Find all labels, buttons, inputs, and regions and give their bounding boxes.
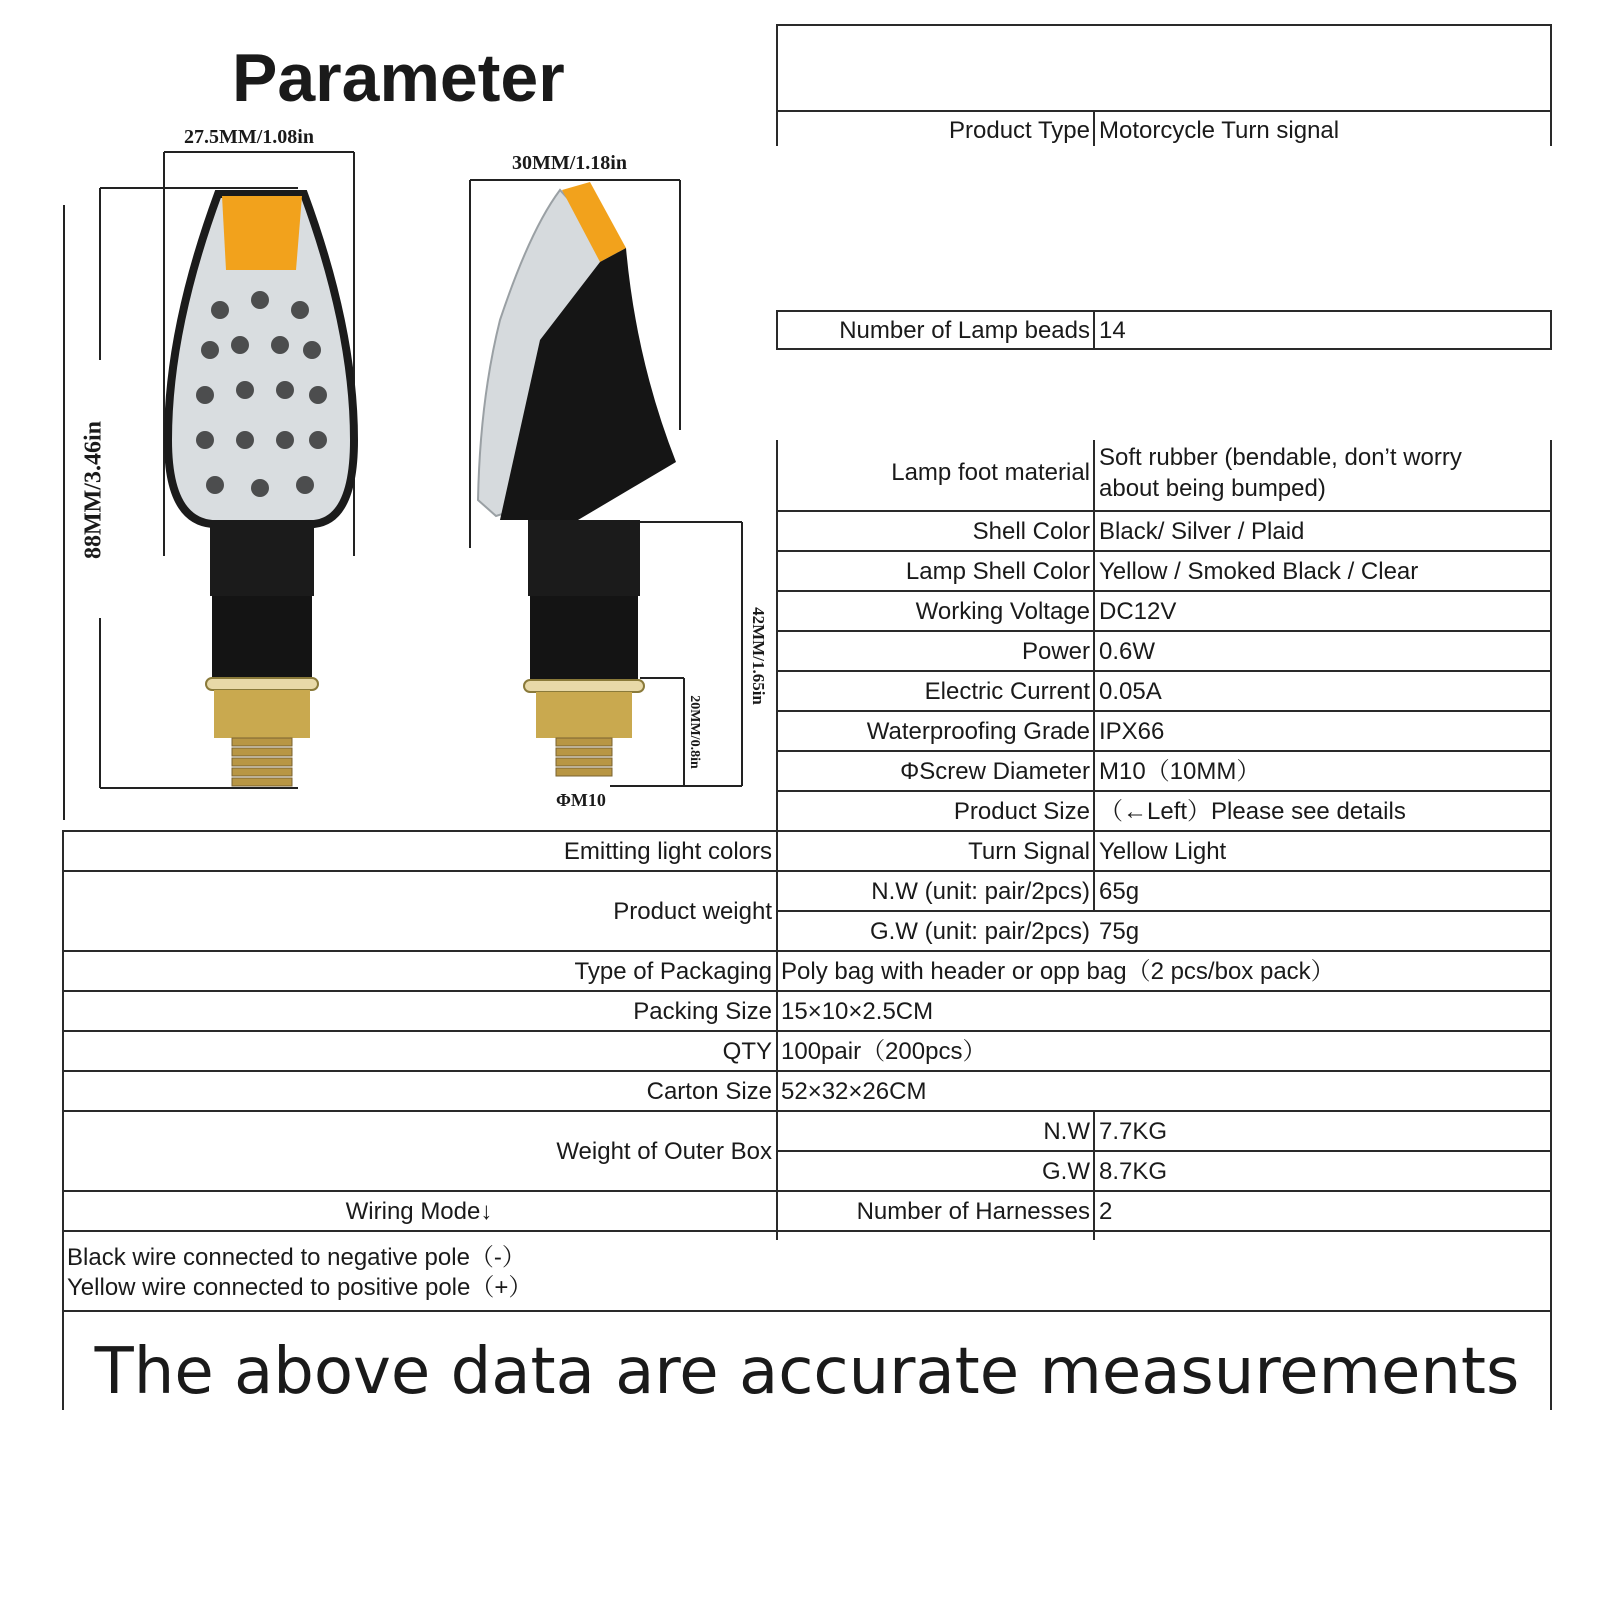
product-type-value: Motorcycle Turn signal bbox=[1099, 117, 1340, 144]
wiring-mode-label: Wiring Mode↓ bbox=[345, 1198, 493, 1225]
lamp-beads-value: 14 bbox=[1099, 317, 1126, 344]
packaging-label: Type of Packaging bbox=[574, 958, 772, 985]
packing-size-label: Packing Size bbox=[633, 998, 772, 1025]
outer-box-nw-label: N.W bbox=[1043, 1118, 1090, 1145]
width-right-dimension: 30MM/1.18in bbox=[512, 152, 627, 174]
lamp-shell-color-value: Yellow / Smoked Black / Clear bbox=[1099, 558, 1419, 585]
net-weight-label: N.W (unit: pair/2pcs) bbox=[871, 878, 1090, 905]
lamp-shell-color-label: Lamp Shell Color bbox=[905, 558, 1090, 585]
turn-signal-value: Yellow Light bbox=[1099, 838, 1227, 865]
product-type-label: Product Type bbox=[949, 117, 1090, 144]
net-weight-value: 65g bbox=[1099, 878, 1140, 905]
outer-box-nw-value: 7.7KG bbox=[1099, 1118, 1168, 1145]
gross-weight-label: G.W (unit: pair/2pcs) bbox=[869, 918, 1090, 945]
lamp-foot-label: Lamp foot material bbox=[891, 459, 1090, 486]
right-lamp-side bbox=[478, 182, 676, 776]
carton-size-label: Carton Size bbox=[646, 1078, 772, 1105]
product-size-label: Product Size bbox=[953, 798, 1090, 825]
turn-signal-label: Turn Signal bbox=[968, 838, 1090, 865]
qty-label: QTY bbox=[722, 1038, 772, 1065]
emitting-light-label: Emitting light colors bbox=[563, 838, 772, 865]
thread-diameter-dimension: ΦM10 bbox=[556, 790, 606, 810]
outer-box-label: Weight of Outer Box bbox=[556, 1138, 772, 1165]
shell-color-label: Shell Color bbox=[972, 518, 1090, 545]
harness-value: 2 bbox=[1099, 1198, 1113, 1225]
thread-length-dimension: 20MM/0.8in bbox=[687, 695, 702, 769]
turn-signal-drawing bbox=[0, 0, 760, 820]
gross-weight-value: 75g bbox=[1099, 918, 1140, 945]
wiring-line-positive: Yellow wire connected to positive pole（+） bbox=[67, 1274, 533, 1301]
waterproofing-label: Waterproofing Grade bbox=[866, 718, 1090, 745]
waterproofing-value: IPX66 bbox=[1099, 718, 1165, 745]
outer-box-gw-value: 8.7KG bbox=[1099, 1158, 1168, 1185]
electric-current-label: Electric Current bbox=[924, 678, 1090, 705]
width-left-dimension: 27.5MM/1.08in bbox=[184, 126, 314, 148]
screw-diameter-label: ΦScrew Diameter bbox=[900, 758, 1090, 785]
footer-note: The above data are accurate measurements bbox=[94, 1335, 1520, 1409]
height-right-dimension: 42MM/1.65in bbox=[749, 607, 768, 705]
packaging-value: Poly bag with header or opp bag（2 pcs/box pack） bbox=[781, 958, 1335, 985]
left-lamp-front bbox=[168, 194, 354, 786]
harness-label: Number of Harnesses bbox=[856, 1198, 1090, 1225]
electric-current-value: 0.05A bbox=[1099, 678, 1162, 705]
shell-color-value: Black/ Silver / Plaid bbox=[1099, 518, 1305, 545]
carton-size-value: 52×32×26CM bbox=[781, 1078, 927, 1105]
lamp-foot-value-line2: about being bumped) bbox=[1099, 475, 1326, 502]
page-title: Parameter bbox=[232, 40, 565, 116]
working-voltage-label: Working Voltage bbox=[915, 598, 1090, 625]
wiring-line-negative: Black wire connected to negative pole（-） bbox=[67, 1244, 526, 1271]
product-weight-label: Product weight bbox=[613, 898, 772, 925]
working-voltage-value: DC12V bbox=[1099, 598, 1177, 625]
packing-size-value: 15×10×2.5CM bbox=[781, 998, 934, 1025]
product-illustration bbox=[0, 0, 768, 820]
lamp-beads-label: Number of Lamp beads bbox=[839, 317, 1090, 344]
outer-box-gw-label: G.W bbox=[1042, 1158, 1090, 1185]
height-left-dimension: 88MM/3.46in bbox=[80, 421, 107, 559]
qty-value: 100pair（200pcs） bbox=[781, 1038, 987, 1065]
power-label: Power bbox=[1021, 638, 1090, 665]
product-size-value: （←Left）Please see details bbox=[1099, 798, 1406, 825]
lamp-foot-value-line1: Soft rubber (bendable, don’t worry bbox=[1099, 444, 1462, 471]
screw-diameter-value: M10（10MM） bbox=[1099, 758, 1261, 785]
power-value: 0.6W bbox=[1099, 638, 1156, 665]
